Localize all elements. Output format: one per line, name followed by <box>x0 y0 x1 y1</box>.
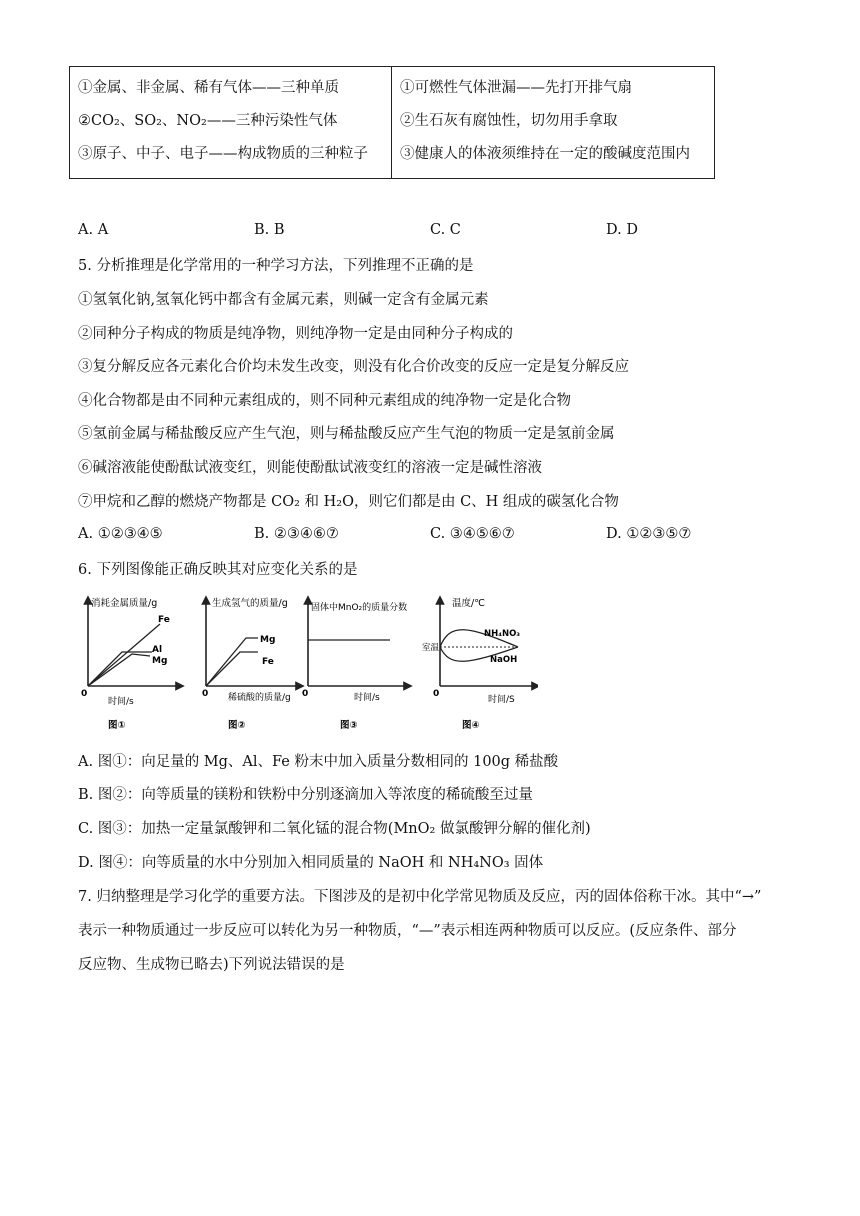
figure-4 <box>422 597 536 731</box>
fig4-label-nh4no3: NH₄NO₃ <box>484 629 521 639</box>
fig1-label-fe: Fe <box>158 615 170 625</box>
fig4-ylabel: 温度/℃ <box>452 598 485 609</box>
q5-option-b[interactable]: B. ②③④⑥⑦ <box>254 526 339 542</box>
figure-3 <box>302 600 408 731</box>
fig2-label-fe: Fe <box>262 657 274 667</box>
fig4-tick-room-temp: 室温 <box>422 643 440 653</box>
fig1-line-al <box>88 652 152 686</box>
q5-item-7: ⑦甲烷和乙醇的燃烧产物都是 CO₂ 和 H₂O，则它们都是由 C、H 组成的碳氢化合物 <box>78 494 619 510</box>
q5-option-a[interactable]: A. ①②③④⑤ <box>78 526 163 542</box>
fig3-origin: 0 <box>302 689 309 699</box>
q5-item-5: ⑤氢前金属与稀盐酸反应产生气泡，则与稀盐酸反应产生气泡的物质一定是氢前金属 <box>78 426 615 442</box>
q5-option-d[interactable]: D. ①②③⑤⑦ <box>606 526 692 542</box>
fig1-line-fe <box>88 624 163 686</box>
q4-option-d[interactable]: D. D <box>606 222 638 238</box>
fig2-label-mg: Mg <box>260 635 276 645</box>
q5-item-1: ①氢氧化钠,氢氧化钙中都含有金属元素，则碱一定含有金属元素 <box>78 292 489 308</box>
table-right-row-3: ③健康人的体液须维持在一定的酸碱度范围内 <box>400 146 690 162</box>
q7-line-3: 反应物、生成物已略去)下列说法错误的是 <box>78 957 345 973</box>
table-left-row-2: ②CO₂、SO₂、NO₂——三种污染性气体 <box>78 113 338 129</box>
figure-1 <box>81 597 180 731</box>
q5-option-c[interactable]: C. ③④⑤⑥⑦ <box>430 526 515 542</box>
q6-option-d[interactable]: D. 图④：向等质量的水中分别加入相同质量的 NaOH 和 NH₄NO₃ 固体 <box>78 855 544 871</box>
fig3-ylabel: 固体中MnO₂的质量分数 <box>311 603 408 613</box>
fig4-xlabel: 时间/S <box>488 695 515 705</box>
fig3-xlabel: 时间/s <box>354 693 380 703</box>
q4-option-c[interactable]: C. C <box>430 222 461 238</box>
fig2-ylabel: 生成氢气的质量/g <box>212 598 288 609</box>
fig4-origin: 0 <box>433 689 440 699</box>
q5-options <box>78 526 798 546</box>
fig1-caption: 图① <box>108 720 126 731</box>
table-left-row-1: ①金属、非金属、稀有气体——三种单质 <box>78 80 339 96</box>
q5-item-2: ②同种分子构成的物质是纯净物，则纯净物一定是由同种分子构成的 <box>78 326 513 342</box>
fig1-ylabel: 消耗金属质量/g <box>91 598 158 609</box>
fig4-label-naoh: NaOH <box>490 655 518 665</box>
fig1-origin: 0 <box>81 689 88 699</box>
fig3-caption: 图③ <box>340 720 358 731</box>
q7-line-2: 表示一种物质通过一步反应可以转化为另一种物质，“—”表示相连两种物质可以反应。(反应条件、部分 <box>78 923 737 939</box>
table-left-column <box>70 67 392 178</box>
table-right-row-2: ②生石灰有腐蚀性，切勿用手拿取 <box>400 113 618 129</box>
fig1-label-mg: Mg <box>152 656 168 666</box>
q4-option-a[interactable]: A. A <box>78 222 109 238</box>
fig2-origin: 0 <box>202 689 209 699</box>
fig2-caption: 图② <box>228 720 246 731</box>
fig2-line-fe <box>206 652 258 686</box>
table-right-column <box>392 67 714 178</box>
q6-figures-svg <box>78 592 538 732</box>
fig1-xlabel: 时间/s <box>108 697 134 707</box>
table-left-row-3: ③原子、中子、电子——构成物质的三种粒子 <box>78 146 368 162</box>
q4-options <box>78 222 798 242</box>
fig2-xlabel: 稀硫酸的质量/g <box>228 693 291 703</box>
q5-item-6: ⑥碱溶液能使酚酞试液变红，则能使酚酞试液变红的溶液一定是碱性溶液 <box>78 460 542 476</box>
q7-line-1: 7. 归纳整理是学习化学的重要方法。下图涉及的是初中化学常见物质及反应，丙的固体俗称干冰。其中“→” <box>78 889 762 905</box>
q5-item-4: ④化合物都是由不同种元素组成的，则不同种元素组成的纯净物一定是化合物 <box>78 393 571 409</box>
q6-figures <box>78 592 538 732</box>
table-right-row-1: ①可燃性气体泄漏——先打开排气扇 <box>400 80 632 96</box>
q5-stem: 5. 分析推理是化学常用的一种学习方法，下列推理不正确的是 <box>78 258 474 274</box>
q6-option-a[interactable]: A. 图①：向足量的 Mg、Al、Fe 粉末中加入质量分数相同的 100g 稀盐酸 <box>78 754 559 770</box>
figure-2 <box>202 597 300 731</box>
fig1-label-al: Al <box>152 645 163 655</box>
q6-option-c[interactable]: C. 图③：加热一定量氯酸钾和二氧化锰的混合物(MnO₂ 做氯酸钾分解的催化剂) <box>78 821 591 837</box>
comparison-table <box>69 66 715 179</box>
q5-item-3: ③复分解反应各元素化合价均未发生改变，则没有化合价改变的反应一定是复分解反应 <box>78 359 629 375</box>
fig4-caption: 图④ <box>462 720 480 731</box>
q6-option-b[interactable]: B. 图②：向等质量的镁粉和铁粉中分别逐滴加入等浓度的稀硫酸至过量 <box>78 787 533 803</box>
q4-option-b[interactable]: B. B <box>254 222 285 238</box>
q6-stem: 6. 下列图像能正确反映其对应变化关系的是 <box>78 562 358 578</box>
